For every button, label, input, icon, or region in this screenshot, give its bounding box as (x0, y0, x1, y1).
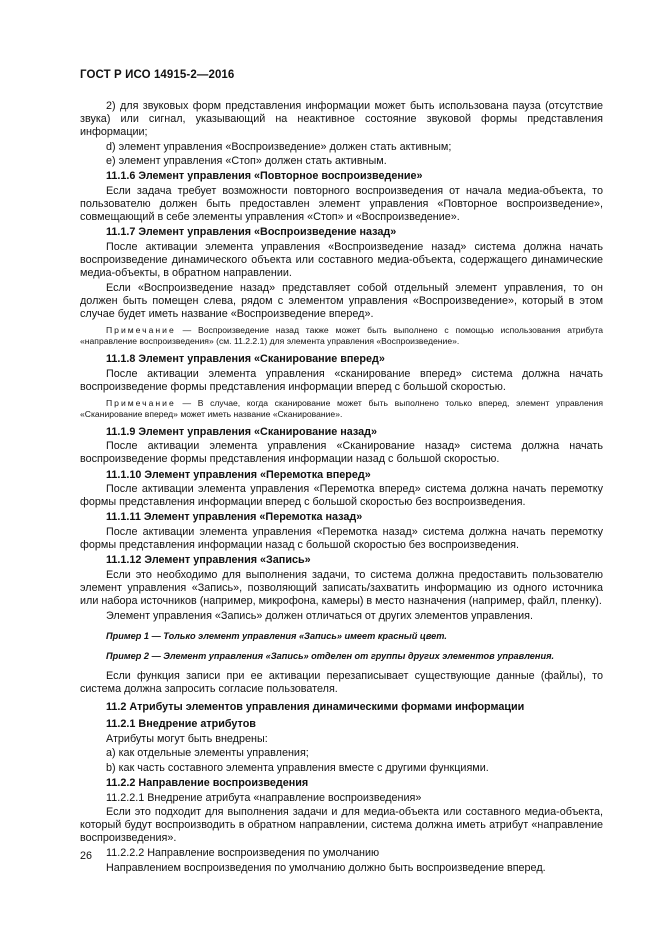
section-heading: 11.1.7 Элемент управления «Воспроизведение назад» (106, 226, 397, 239)
paragraph: Если функция записи при ее активации перезаписывает существующие данные (файлы), то система должна запросить согласие пользователя. (80, 669, 603, 695)
paragraph: После активации элемента управления «Сканирование назад» система должна начать воспроизведение формы представления информации назад с большой скоростью. (80, 440, 603, 466)
paragraph: 11.2.2.1 Внедрение атрибута «направление воспроизведения» (106, 791, 422, 804)
paragraph: b) как часть составного элемента управления вместе с другими функциями. (106, 761, 489, 774)
section-heading: 11.2.1 Внедрение атрибутов (106, 718, 256, 731)
paragraph: После активации элемента управления «Перемотка вперед» система должна начать перемотку формы представления информации вперед с большой скоростью без воспроизведения. (80, 483, 603, 509)
paragraph: Направлением воспроизведения по умолчанию должно быть воспроизведение вперед. (106, 861, 546, 874)
paragraph: После активации элемента управления «Перемотка назад» система должна начать перемотку формы представления информации назад с большой скоростью без воспроизведения. (80, 525, 603, 552)
document-body (80, 100, 603, 876)
note-text: — Воспроизведение назад также может быть выполнено с помощью использования атрибута «направление воспроизведения» (см. 11.2.2.1) для элемента управления «Воспроизведение». (80, 325, 603, 346)
paragraph: Если это необходимо для выполнения задачи, то система должна предоставить пользователю элемент управления «Запись», позволяющий записать/захватить информацию из одного источника или набора источников (например, микрофона, камеры) в место назначения (например, файл, пленку). (80, 568, 603, 607)
section-heading: 11.1.11 Элемент управления «Перемотка назад» (106, 511, 363, 524)
section-heading: 11.1.9 Элемент управления «Сканирование назад» (106, 425, 377, 438)
paragraph: После активации элемента управления «сканирование вперед» система должна начать воспроизведение формы представления информации вперед с большой скоростью. (80, 367, 603, 393)
section-heading: 11.2.2 Направление воспроизведения (106, 776, 309, 789)
paragraph: 11.2.2.2 Направление воспроизведения по умолчанию (106, 846, 380, 859)
paragraph: a) как отдельные элементы управления; (106, 747, 309, 760)
paragraph: Если «Воспроизведение назад» представляет собой отдельный элемент управления, то он должен быть помещен слева, рядом с элементом управления «Воспроизведение», который в этом случае будет иметь название «Воспроизведение вперед». (80, 281, 603, 320)
section-heading: 11.1.10 Элемент управления «Перемотка вперед» (106, 468, 371, 481)
paragraph: После активации элемента управления «Воспроизведение назад» система должна начать воспроизведение динамического объекта или составного медиа-объекта, содержащего динамические медиа-объекты, в обратном направлении. (80, 240, 603, 280)
paragraph: e) элемент управления «Стоп» должен стать активным. (106, 155, 387, 168)
paragraph: Элемент управления «Запись» должен отличаться от других элементов управления. (106, 609, 534, 622)
note-label: Примечание (106, 397, 176, 408)
section-heading: 11.1.12 Элемент управления «Запись» (106, 554, 311, 567)
example-text: Пример 2 — Элемент управления «Запись» отделен от группы других элементов управления. (106, 650, 555, 661)
clause-heading: 11.2 Атрибуты элементов управления динамическими формами информации (106, 700, 525, 713)
document-header: ГОСТ Р ИСО 14915-2—2016 (80, 69, 235, 81)
note-text: — В случае, когда сканирование может быть выполнено только вперед, элемент управления «Сканирование вперед» может иметь название «Сканирование». (80, 397, 603, 419)
section-heading: 11.1.8 Элемент управления «Сканирование вперед» (106, 353, 385, 365)
paragraph: Если задача требует возможности повторного воспроизведения от начала медиа-объекта, то пользователю должен быть предоставлен элемент управления «Повторное воспроизведение», совмещающий в себе элементы управления «Стоп» и «Воспроизведение». (80, 185, 603, 224)
paragraph: d) элемент управления «Воспроизведение» должен стать активным; (106, 140, 452, 153)
paragraph: 2) для звуковых форм представления информации может быть использована пауза (отсутствие звука) или сигнал, указывающий на неактивное состояние звуковой формы представления информации; (80, 100, 603, 139)
example-text: Пример 1 — Только элемент управления «Запись» имеет красный цвет. (106, 630, 447, 641)
note-label: Примечание (106, 325, 176, 335)
paragraph: Если это подходит для выполнения задачи и для медиа-объекта или составного медиа-объекта, который будут воспроизводить в обратном направлении, система должна иметь атрибут «направление воспроизведения». (80, 806, 603, 845)
page-number: 26 (80, 850, 93, 862)
section-heading: 11.1.6 Элемент управления «Повторное воспроизведение» (106, 170, 423, 183)
note (80, 325, 603, 347)
paragraph: Атрибуты могут быть внедрены: (106, 732, 268, 745)
note (80, 398, 603, 420)
